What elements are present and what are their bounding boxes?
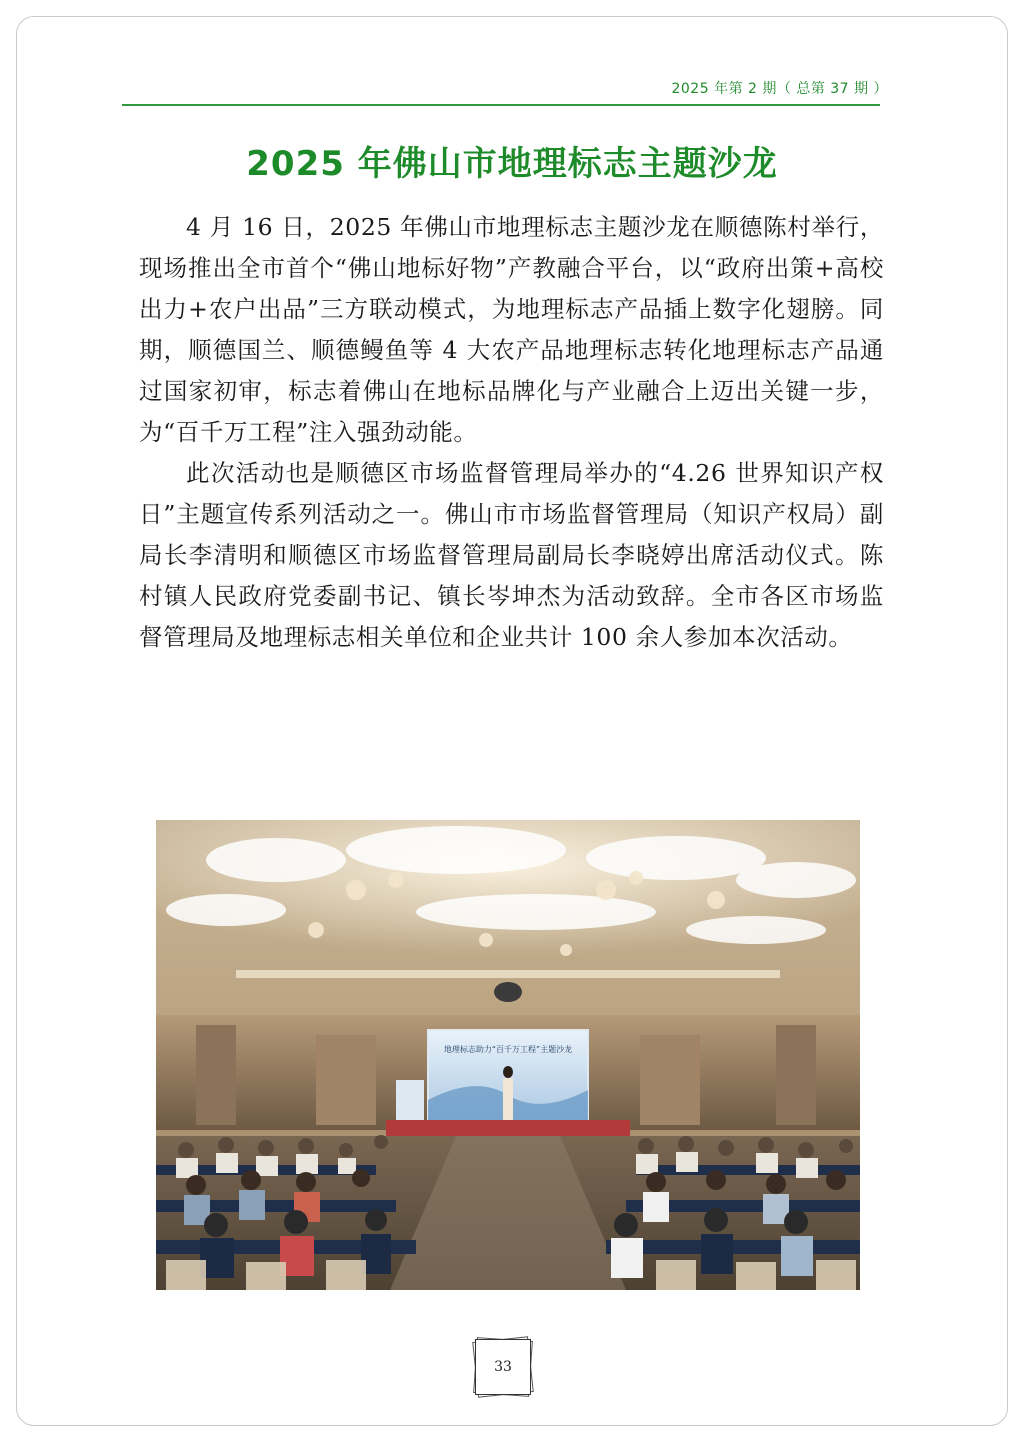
page-number-box — [473, 1337, 533, 1397]
header-rule — [122, 104, 880, 106]
page-number: 33 — [475, 1339, 531, 1395]
event-photo — [156, 820, 860, 1290]
screen-banner-text: 地理标志助力“百千万工程”主题沙龙 — [443, 1045, 573, 1054]
paragraph-1: 4 月 16 日，2025 年佛山市地理标志主题沙龙在顺德陈村举行，现场推出全市首个“佛山地标好物”产教融合平台，以“政府出策+高校出力+农户出品”三方联动模式，为地理标志产品插上数字化翅膀。同期，顺德国兰、顺德鳗鱼等 4 大农产品地理标志转化地理标志产品通过国家初审，标志着佛山在地标品牌化与产业融合上迈出关键一步，为“百千万工程”注入强劲动能。 — [139, 213, 884, 446]
article-body — [139, 207, 884, 658]
issue-number: 2025 年第 2 期（ 总第 37 期 ） — [671, 81, 888, 97]
paragraph-2: 此次活动也是顺德区市场监督管理局举办的“4.26 世界知识产权日”主题宣传系列活动之一。佛山市市场监督管理局（知识产权局）副局长李清明和顺德区市场监督管理局副局长李晓婷出席活动仪式。陈村镇人民政府党委副书记、镇长岑坤杰为活动致辞。全市各区市场监督管理局及地理标志相关单位和企业共计 100 余人参加本次活动。 — [139, 459, 884, 651]
article-title: 2025 年佛山市地理标志主题沙龙 — [246, 144, 778, 184]
